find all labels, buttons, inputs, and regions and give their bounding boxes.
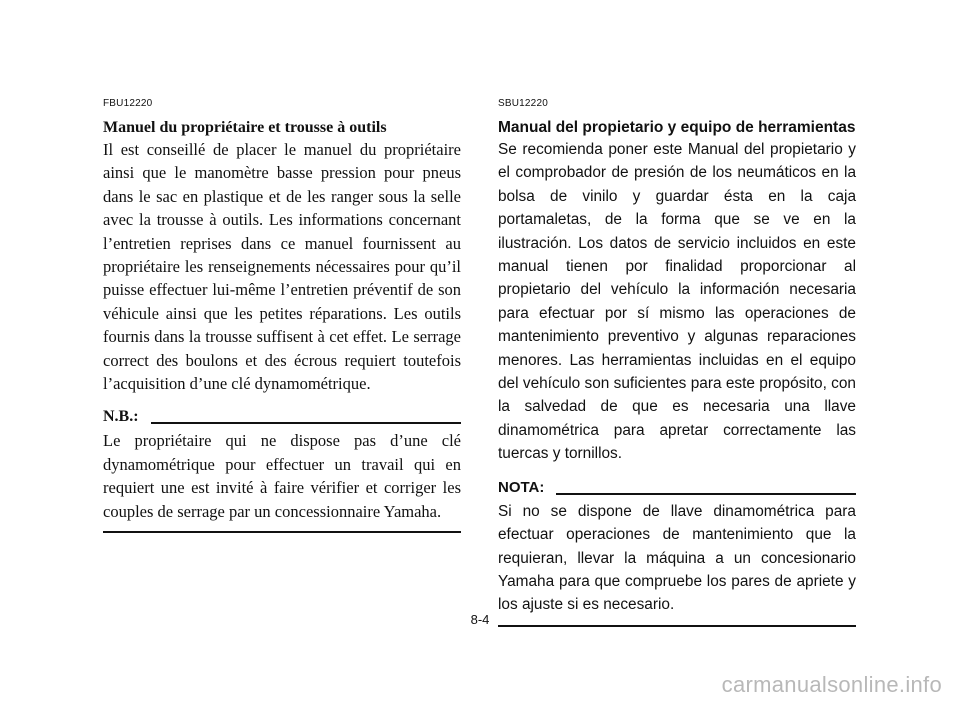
note-header bbox=[498, 478, 856, 498]
note-end-rule bbox=[103, 531, 461, 533]
page-number: 8-4 bbox=[470, 612, 490, 627]
spanish-column bbox=[498, 98, 856, 627]
french-column bbox=[103, 98, 461, 533]
section-body: Il est conseillé de placer le manuel du propriétaire ainsi que le manomètre basse pression pour pneus dans le sac en plastique et de les ranger sous la selle avec la trousse à outils. Les informations concernant l’entretien reprises dans ce manuel fournissent au propriétaire les renseignements nécessaires pour qu’il puisse effectuer lui-même l’entretien préventif de son véhicule ainsi que les petites réparations. Les outils fournis dans la trousse suffisent à cet effet. Le serrage correct des boulons et des écrous requiert toutefois l’acquisition d’une clé dynamométrique. bbox=[103, 140, 461, 394]
note-rule bbox=[151, 422, 461, 424]
note-body: Si no se dispone de llave dinamométrica para efectuar operaciones de mantenimiento que la requieran, llevar la máquina a un concesionario Yamaha para que compruebe los pares de apriete y los ajuste si es necesario. bbox=[498, 502, 856, 614]
section-code: FBU12220 bbox=[103, 98, 153, 109]
section-heading: Manuel du propriétaire et trousse à outils bbox=[103, 119, 387, 136]
note-rule bbox=[556, 493, 856, 495]
note-label: NOTA: bbox=[498, 478, 545, 496]
note-header bbox=[103, 407, 461, 427]
section-heading: Manual del propietario y equipo de herramientas bbox=[498, 119, 856, 136]
section-code: SBU12220 bbox=[498, 98, 548, 109]
section-body: Se recomienda poner este Manual del propietario y el comprobador de presión de los neumáticos en la bolsa de vinilo y guardar ésta en la caja portamaletas, de la forma que se ve en la ilustración. Los datos de servicio incluidos en este manual tienen por finalidad proporcionar al propietario del vehículo la información necesaria para efectuar por sí mismo las operaciones de mantenimiento preventivo y algunas reparaciones menores. Las herramientas incluidas en el equipo del vehículo son suficientes para este propósito, con la salvedad de que es necesaria una llave dinamométrica para apretar correctamente las tuercas y tornillos. bbox=[498, 141, 856, 463]
watermark: carmanualsonline.info bbox=[721, 672, 942, 697]
note-body: Le propriétaire qui ne dispose pas d’une clé dynamométrique pour effectuer un travail qui en requiert une est invité à faire vérifier et corriger les couples de serrage par un concessionnaire Yamaha. bbox=[103, 431, 461, 521]
note-label: N.B.: bbox=[103, 408, 139, 426]
